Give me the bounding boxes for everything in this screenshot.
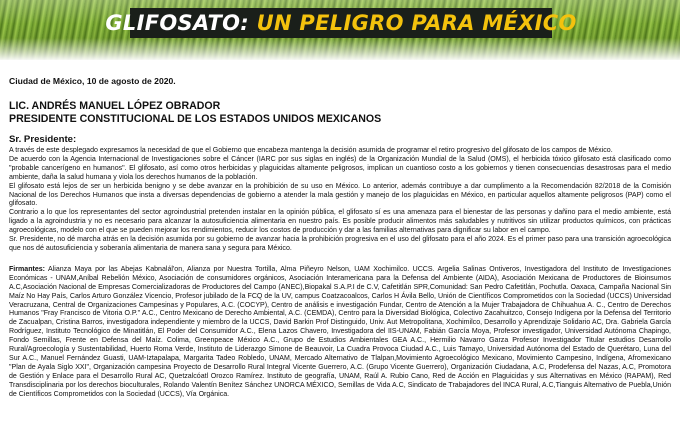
paragraph: De acuerdo con la Agencia Internacional de Investigaciones sobre el Cáncer (IARC por sus siglas en inglés) de la Organización Mundial de la Salud (OMS), el herbicida tóxico glifosato está clasificado como "probable cancerígeno en humanos". El glifosato, así como otros herbicidas y plaguicidas altamente peligrosos, implican un cuantioso costo a los gobiernos y tienen consecuencias desastrosas para el medio ambiente, daña la salud humana y viola los derechos humanos de la población. (9, 155, 671, 181)
paragraph: Contrario a lo que los representantes del sector agroindustrial pretenden instalar en la opinión pública, el glifosato sí es una amenaza para el bienestar de las personas y dañino para el medio ambiente, está ligado a la agroindustria y no es necesario para alcanzar la autosuficiencia alimentaria en nuestro país. Es posible producir alimentos más saludables y nutritivos sin utilizar productos químicos, con prácticas agroecológicas, modelo con el que se pueden mejorar los rendimientos, reducir los costos de producción y dar a las familias alternativas para dignificar su labor en el campo. (9, 209, 671, 235)
paragraph: Sr. Presidente, no dé marcha atrás en la decisión asumida por su gobierno de avanzar hacia la prohibición progresiva en el uso del glifosato para el año 2024. Es el primer paso para una transición agroecológica que nos dé autosuficiencia y soberanía alimentaria de manera sana y segura para México. (9, 236, 671, 252)
addressee (9, 100, 671, 125)
headline-part2: UN PELIGRO PARA MÉXICO (256, 11, 577, 35)
addressee-title: PRESIDENTE CONSTITUCIONAL DE LOS ESTADOS UNIDOS MEXICANOS (9, 112, 382, 125)
paragraph: El glifosato está lejos de ser un herbicida benigno y se debe avanzar en la prohibición de su uso en México. Lo anterior, además contribuye a dar cumplimento a la Recomendación 82/2018 de la Comisión Nacional de los Derechos Humanos que insta a diversas dependencias de gobierno a atender la mala gestión y manejo de los plaguicidas en México, en particular aquellos altamente peligrosos (PAP) como el glifosato. (9, 182, 671, 208)
headline-box (105, 8, 577, 38)
letter-date: Ciudad de México, 10 de agosto de 2020. (9, 76, 176, 86)
addressee-name: LIC. ANDRÉS MANUEL LÓPEZ OBRADOR (9, 100, 221, 112)
signatories-label: Firmantes: (9, 265, 46, 273)
letter-paragraphs (9, 147, 671, 254)
signatories (9, 266, 671, 400)
headline (105, 11, 576, 35)
signatories-list: Alianza Maya por las Abejas Kabnalál'on, Alianza por Nuestra Tortilla, Alma Piñeyro Nelson, UAM Xochimilco. UCCS. Argelia Salinas Ontiveros, Investigadora del Instituto de Investigaciones Económicas - UNAM,Aníbal Rebelión México, Asociación de consumidores orgánicos, Asociación Interamericana para la Defensa del Ambiente (AIDA), Asociación Mexicana de Productores de Bioinsumos A.C,Asociación Nacional de Empresas Comercializadoras de Productores del Campo (ANEC),Biopakal S.A.P.I de C.V, Cafetitlán SPR,Comunidad: San Pedro Cafetitlán, Pochutla. Oaxaca, Campaña Nacional Sin Maíz No Hay País, Carlos Arturo González Vicencio, Profesor jubilado de la FCQ de la UV, campus Coatzacoalcos, Carlos H Ávila Bello, Unión de Científicos Comprometidos con la Sociedad (UCCS) Universidad Veracruzana, Central de Organizaciones Campesinas y Populares, A.C. (COCYP), Centro de análisis e investigación Fundar, Centro de Atención a la Mujer Trabajadora de Chihuahua A. C., Centro de Derechos Humanos "Fray Francisco de Vitoria O.P." A.C., Centro Mexicano de Derecho Ambiental, A.C. (CEMDA), Centro para la Diversidad Biológica, Colectivo Zacahuitzco, Consejo Indígena por la Defensa del Territorio de Zacualpan, Cristina Barros, investigadora independiente y miembro de la UCCS, David Barkin Prof Distinguido, Univ. Aut Metropolitana, Xochimilco, Desarrollo y Aprendizaje Solidario AC, Dra. Gabriela García Rodríguez, Instituto Tecnológico de Minatitlán, El Poder del Consumidor A.C., Elena Lazos Chavero, Investigadora del IIS-UNAM, Fabián García Moya, Profesor investigador, Universidad Autónoma Chapingo, Fondo Semillas, Frente en Defensa del Maíz. Colima, Greenpeace México A.C., Grupo de Estudios Ambientales GEA A.C., Hermilio Navarro Garza Profesor Investigador Titular estudios Desarrollo Rural/Agroecología y Sustentabilidad, Huerto Roma Verde, Instituto de Liderazgo Simone de Beauvoir, La Cuadra Provoca Ciudad A.C., Luis Tamayo, Universidad Autónoma del Estado de Querétaro, Luna del Sur A.C., Manuel Fernández Guasti, UAM-Iztapalapa, Margarita Tadeo Robledo, UNAM, Mercado Alternativo de Tlalpan,Movimiento Agroecológico Mexicano, Movimiento Campesino, Indígena, Afromexicano "Plan de Ayala Siglo XXI", Organización campesina Proyecto de Desarrollo Rural Integral Vicente Guerrero, A.C. (Grupo Vicente Guerrero), Organización Ciudadana, A.C, Prodefensa del Nazas, A.C, Promotora de Gestión y Enlace para el Desarrollo Rural AC, Quetzalcóatl Orozco Ramírez. Instituto de geografía, UNAM, Raúl A. Rubio Cano, Red de Acción en Plaguicidas y sus Alternativas en México (RAPAM), Red Transdisciplinaria por los derechos bioculturales, Rolando Valentín Benítez Sánchez UNORCA MÉXICO, Semillas de Vida A.C, Sindicato de Trabajadores del INCA Rural, A.C,Tianguis Alternativo de Puebla,Unión de Científicos Comprometidos con la Sociedad (UCCS), Vía Orgánica. (9, 265, 671, 398)
headline-part1: GLIFOSATO: (105, 11, 249, 35)
header-banner (0, 0, 680, 60)
letter-body (9, 76, 671, 399)
paragraph: A través de este desplegado expresamos la necesidad de que el Gobierno que encabeza mantenga la decisión asumida de programar el retiro progresivo del glifosato de los campos de México. (9, 147, 613, 154)
salutation: Sr. Presidente: (9, 134, 77, 145)
